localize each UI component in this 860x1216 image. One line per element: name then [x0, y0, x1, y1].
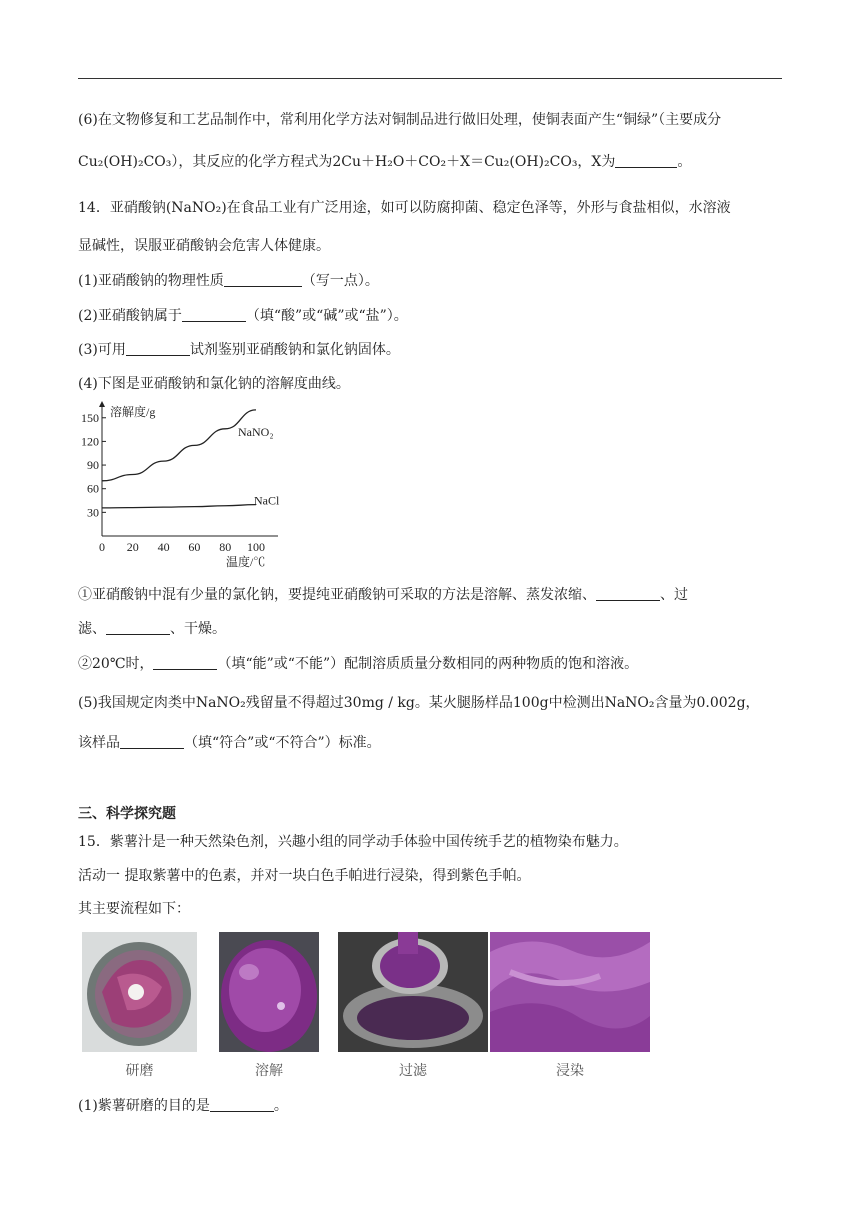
x-tick-label: 100: [247, 540, 265, 554]
answer-blank[interactable]: [182, 307, 246, 322]
x-axis-label: 温度/℃: [226, 555, 266, 569]
series-label: NaNO₂: [238, 424, 274, 439]
y-tick-label: 120: [81, 434, 99, 449]
q15-part1: (1)紫薯研磨的目的是 。: [78, 1098, 288, 1114]
answer-blank[interactable]: [153, 655, 217, 670]
section-heading: 三、科学探究题: [78, 806, 176, 822]
q14-part4: (4)下图是亚硝酸钠和氯化钠的溶解度曲线。: [78, 376, 350, 392]
answer-blank[interactable]: [596, 586, 660, 601]
header-rule: [78, 78, 782, 79]
y-tick-label: 90: [87, 458, 99, 473]
q15-intro: 15．紫薯汁是一种天然染色剂，兴趣小组的同学动手体验中国传统手艺的植物染布魅力。: [78, 834, 628, 850]
series-label: NaCl: [254, 493, 280, 508]
q13-part6-line1: (6)在文物修复和工艺品制作中，常利用化学方法对铜制品进行做旧处理，使铜表面产生“铜绿”（主要成分: [78, 112, 722, 128]
x-tick-label: 20: [126, 540, 139, 554]
q14-intro-line2: 显碱性，误服亚硝酸钠会危害人体健康。: [78, 238, 330, 254]
answer-blank[interactable]: [120, 734, 184, 749]
step-caption: 研磨: [125, 1063, 154, 1079]
q14-part3: (3)可用 试剂鉴别亚硝酸钠和氯化钠固体。: [78, 342, 400, 358]
x-tick-label: 40: [157, 540, 170, 554]
q13-part6-line2: Cu₂(OH)₂CO₃），其反应的化学方程式为2Cu＋H₂O＋CO₂＋X＝Cu₂(OH)₂CO₃，X为 。: [78, 154, 692, 170]
process-photos: [82, 932, 662, 1082]
dissolving-photo: [219, 932, 319, 1052]
q15-flow-intro: 其主要流程如下：: [78, 901, 190, 917]
grinding-photo: [82, 932, 197, 1052]
q14-sub2: ②20℃时， （填“能”或“不能”）配制溶质质量分数相同的两种物质的饱和溶液。: [78, 656, 639, 672]
q15-activity1: 活动一 提取紫薯中的色素，并对一块白色手帕进行浸染，得到紫色手帕。: [78, 868, 531, 884]
q14-sub1-line2: 滤、 、干燥。: [78, 621, 226, 637]
y-tick-label: 150: [81, 410, 99, 425]
series-line-nano2: [102, 410, 256, 481]
y-tick-label: 30: [87, 505, 99, 520]
answer-blank[interactable]: [224, 272, 302, 287]
step-caption: 过滤: [399, 1063, 427, 1079]
step-caption: 溶解: [255, 1063, 283, 1079]
y-tick-label: 60: [87, 481, 99, 496]
q14-intro-line1: 14．亚硝酸钠(NaNO₂)在食品工业有广泛用途，如可以防腐抑菌、稳定色泽等，外形与食盐相似，水溶液: [78, 200, 731, 216]
step-caption: 浸染: [556, 1063, 584, 1079]
y-axis-label: 溶解度/g: [110, 405, 156, 419]
q14-part5-line2: 该样品 （填“符合”或“不符合”）标准。: [78, 735, 381, 751]
solubility-chart: [78, 394, 298, 574]
dyeing-photo: [490, 932, 650, 1052]
q14-part2: (2)亚硝酸钠属于 （填“酸”或“碱”或“盐”）。: [78, 308, 408, 324]
q14-part1: (1)亚硝酸钠的物理性质 （写一点）。: [78, 273, 379, 289]
series-line-nacl: [102, 505, 256, 508]
filtering-photo: [338, 932, 488, 1052]
q14-sub1-line1: ①亚硝酸钠中混有少量的氯化钠，要提纯亚硝酸钠可采取的方法是溶解、蒸发浓缩、 、过: [78, 587, 688, 603]
x-tick-label: 80: [219, 540, 232, 554]
answer-blank[interactable]: [106, 620, 170, 635]
x-tick-label: 60: [188, 540, 201, 554]
x-tick-label: 0: [99, 540, 105, 554]
q14-part5-line1: (5)我国规定肉类中NaNO₂残留量不得超过30mg / kg。某火腿肠样品100g中检测出NaNO₂含量为0.002g，: [78, 695, 760, 711]
answer-blank[interactable]: [210, 1097, 274, 1112]
solubility-chart-svg: [78, 394, 298, 574]
answer-blank[interactable]: [126, 341, 190, 356]
answer-blank[interactable]: [615, 153, 677, 168]
